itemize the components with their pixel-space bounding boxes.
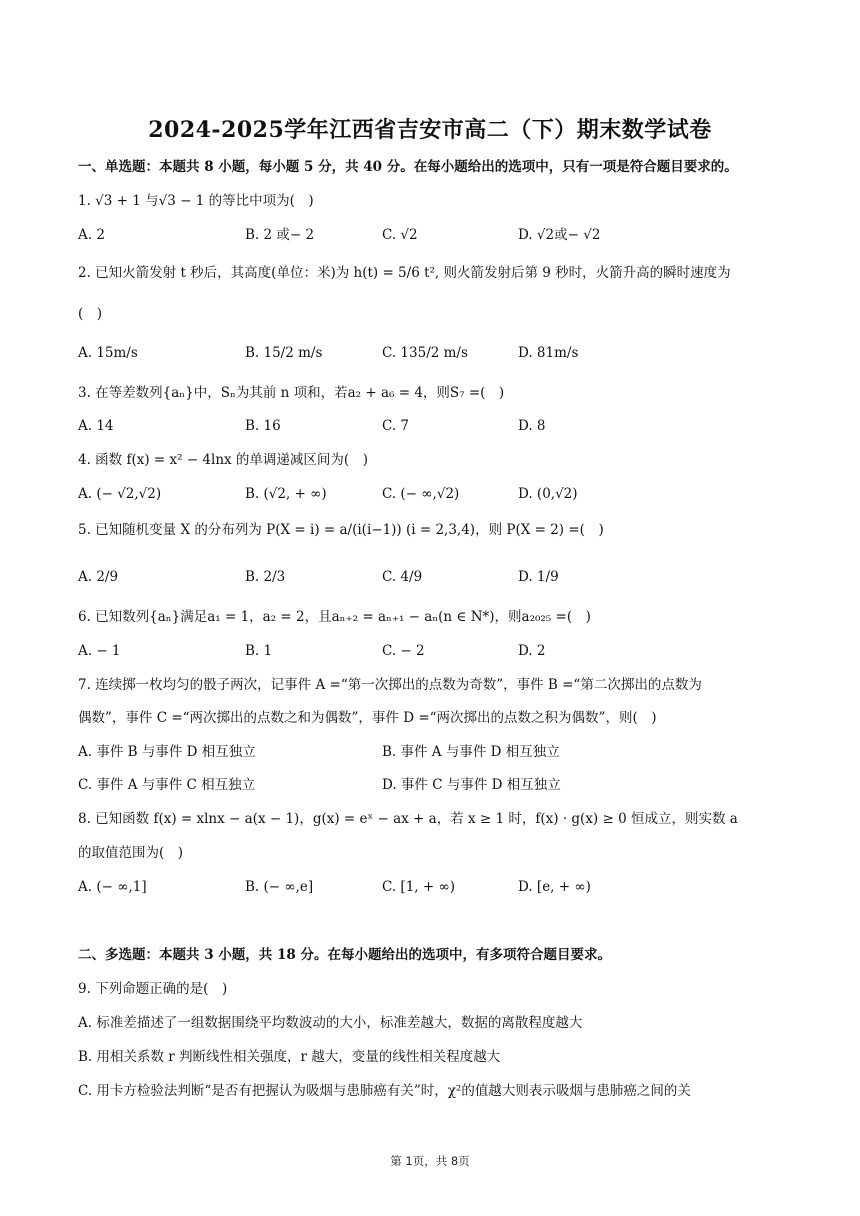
question-1-option-c: C. √2 — [382, 227, 418, 243]
question-8-option-a: A. (− ∞,1] — [78, 879, 147, 895]
question-6-option-d: D. 2 — [518, 643, 546, 659]
question-7-option-a: A. 事件 B 与事件 D 相互独立 — [78, 744, 256, 760]
question-9-option-c: C. 用卡方检验法判断“是否有把握认为吸烟与患肺癌有关”时，χ²的值越大则表示吸烟与患肺癌之间的关 — [78, 1083, 691, 1099]
question-7-stem-line-1: 7. 连续掷一枚均匀的骰子两次，记事件 A =“第一次掷出的点数为奇数”，事件 B =“第二次掷出的点数为 — [78, 677, 702, 693]
question-5-option-c: C. 4/9 — [382, 569, 423, 585]
question-8-option-d: D. [e, + ∞) — [518, 879, 591, 895]
question-4-stem: 4. 函数 f(x) = x² − 4lnx 的单调递减区间为( ) — [78, 452, 368, 468]
question-1-option-d: D. √2或− √2 — [518, 227, 601, 243]
question-2-option-d: D. 81m/s — [518, 345, 579, 361]
question-5-option-b: B. 2/3 — [245, 569, 286, 585]
section-2-header: 二、多选题：本题共 3 小题，共 18 分。在每小题给出的选项中，有多项符合题目要求。 — [78, 947, 611, 963]
question-3-option-d: D. 8 — [518, 418, 546, 434]
question-9-stem: 9. 下列命题正确的是( ) — [78, 981, 228, 997]
section-1-header: 一、单选题：本题共 8 小题，每小题 5 分，共 40 分。在每小题给出的选项中，只有一项是符合题目要求的。 — [78, 159, 738, 175]
question-8-option-b: B. (− ∞,e] — [245, 879, 314, 895]
question-7-option-b: B. 事件 A 与事件 D 相互独立 — [382, 744, 560, 760]
question-7-option-d: D. 事件 C 与事件 D 相互独立 — [382, 777, 561, 793]
question-9-option-b: B. 用相关系数 r 判断线性相关强度，r 越大，变量的线性相关程度越大 — [78, 1049, 501, 1065]
question-5-option-d: D. 1/9 — [518, 569, 559, 585]
question-2-option-a: A. 15m/s — [78, 345, 138, 361]
question-8-option-c: C. [1, + ∞) — [382, 879, 455, 895]
question-8-stem-line-2: 的取值范围为( ) — [78, 845, 184, 861]
question-7-option-c: C. 事件 A 与事件 C 相互独立 — [78, 777, 256, 793]
question-4-option-c: C. (− ∞,√2) — [382, 486, 460, 502]
question-6-option-b: B. 1 — [245, 643, 273, 659]
question-6-option-c: C. − 2 — [382, 643, 425, 659]
page-footer: 第 1页，共 8页 — [390, 1154, 470, 1168]
question-7-stem-line-2: 偶数”，事件 C =“两次掷出的点数之和为偶数”，事件 D =“两次掷出的点数之积为偶数”，则( ) — [78, 710, 657, 726]
question-4-option-d: D. (0,√2) — [518, 486, 578, 502]
question-4-option-b: B. (√2, + ∞) — [245, 486, 327, 502]
question-4-option-a: A. (− √2,√2) — [78, 486, 162, 502]
question-8-stem-line-1: 8. 已知函数 f(x) = xlnx − a(x − 1)，g(x) = eˣ − ax + a，若 x ≥ 1 时，f(x) · g(x) ≥ 0 恒成立，则实数 a — [78, 811, 738, 827]
question-6-stem: 6. 已知数列{aₙ}满足a₁ = 1，a₂ = 2，且aₙ₊₂ = aₙ₊₁ − aₙ(n ∈ N*)，则a₂₀₂₅ =( ) — [78, 609, 591, 625]
question-3-option-a: A. 14 — [78, 418, 114, 434]
question-2-option-c: C. 135/2 m/s — [382, 345, 468, 361]
question-2-stem-line-1: 2. 已知火箭发射 t 秒后，其高度(单位：米)为 h(t) = 5/6 t², 则火箭发射后第 9 秒时，火箭升高的瞬时速度为 — [78, 265, 731, 281]
question-5-option-a: A. 2/9 — [78, 569, 119, 585]
question-5-stem: 5. 已知随机变量 X 的分布列为 P(X = i) = a/(i(i−1)) (i = 2,3,4)，则 P(X = 2) =( ) — [78, 522, 604, 538]
question-2-option-b: B. 15/2 m/s — [245, 345, 323, 361]
question-2-stem-line-2: ( ) — [78, 306, 103, 322]
question-1-stem: 1. √3 + 1 与√3 − 1 的等比中项为( ) — [78, 193, 314, 209]
question-1-option-a: A. 2 — [78, 227, 105, 243]
page-title: 2024-2025学年江西省吉安市高二（下）期末数学试卷 — [148, 117, 712, 143]
question-6-option-a: A. − 1 — [78, 643, 121, 659]
question-9-option-a: A. 标准差描述了一组数据围绕平均数波动的大小，标准差越大，数据的离散程度越大 — [78, 1015, 583, 1031]
question-3-option-c: C. 7 — [382, 418, 410, 434]
question-1-option-b: B. 2 或− 2 — [245, 227, 315, 243]
question-3-option-b: B. 16 — [245, 418, 281, 434]
question-3-stem: 3. 在等差数列{aₙ}中，Sₙ为其前 n 项和，若a₂ + a₆ = 4，则S₇ =( ) — [78, 385, 505, 401]
